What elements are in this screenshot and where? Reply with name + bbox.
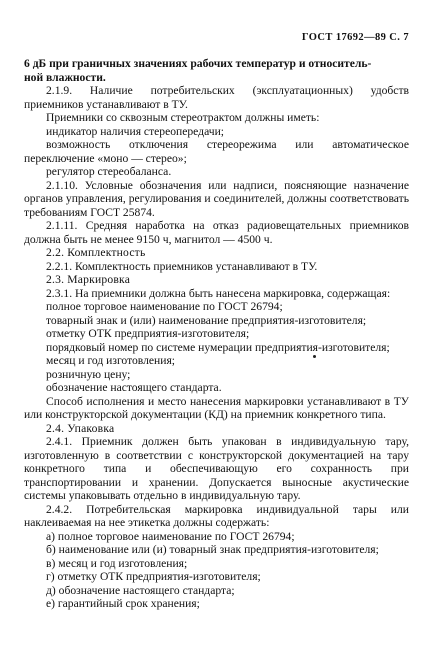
paragraph: 2.1.9. Наличие потребительских (эксплуатационных) удобств приемников устанавливают в ТУ. bbox=[24, 84, 409, 111]
paragraph: индикатор наличия стереопередачи; bbox=[46, 124, 225, 138]
paragraph: товарный знак и (или) наименование предприятия-изготовителя; bbox=[46, 313, 367, 327]
paragraph: регулятор стереобаланса. bbox=[46, 165, 172, 178]
paragraph: ной влажности. bbox=[24, 70, 106, 84]
paragraph: порядковый номер по системе нумерации предприятия-изготовителя; bbox=[46, 340, 390, 354]
paragraph: обозначение настоящего стандарта. bbox=[46, 381, 222, 394]
ink-dot bbox=[313, 355, 316, 358]
section-heading: 2.4. Упаковка bbox=[46, 421, 115, 435]
paragraph: 2.1.11. Средняя наработка на отказ радиовещательных приемников должна быть не менее 9150 ч, магнитол — 4500 ч. bbox=[24, 219, 409, 246]
paragraph: в) месяц и год изготовления; bbox=[46, 556, 188, 570]
paragraph: 2.2.1. Комплектность приемников устанавливают в ТУ. bbox=[46, 259, 318, 273]
paragraph: возможность отключения стереорежима или автоматическое переключение «моно — стерео»; bbox=[24, 138, 409, 165]
section-heading: 2.2. Комплектность bbox=[46, 246, 146, 259]
paragraph: отметку ОТК предприятия-изготовителя; bbox=[46, 327, 250, 340]
paragraph: е) гарантийный срок хранения; bbox=[46, 597, 200, 610]
page-header: ГОСТ 17692—89 С. 7 bbox=[301, 32, 409, 43]
document-body bbox=[24, 57, 409, 611]
paragraph: д) обозначение настоящего стандарта; bbox=[46, 583, 235, 597]
paragraph: 6 дБ при граничных значениях рабочих температур и относитель- bbox=[24, 57, 372, 70]
paragraph: 2.3.1. На приемники должна быть нанесена маркировка, содержащая: bbox=[46, 286, 391, 300]
paragraph: Приемники со сквозным стереотрактом должны иметь: bbox=[46, 111, 320, 124]
paragraph: 2.4.2. Потребительская маркировка индивидуальной тары или наклеиваемая на нее этикетка должны содержать: bbox=[24, 502, 409, 529]
paragraph: 2.1.10. Условные обозначения или надписи, поясняющие назначение органов управления, регулирования и соединителей, должны соответствовать требованиям ГОСТ 25874. bbox=[24, 178, 409, 219]
paragraph: месяц и год изготовления; bbox=[46, 354, 176, 367]
paragraph: а) полное торговое наименование по ГОСТ 26794; bbox=[46, 529, 295, 543]
paragraph: б) наименование или (и) товарный знак предприятия-изготовителя; bbox=[46, 543, 379, 556]
section-heading: 2.3. Маркировка bbox=[46, 273, 131, 286]
paragraph: г) отметку ОТК предприятия-изготовителя; bbox=[46, 570, 261, 583]
paragraph: розничную цену; bbox=[46, 367, 131, 381]
paragraph: полное торговое наименование по ГОСТ 26794; bbox=[46, 300, 283, 313]
paragraph: Способ исполнения и место нанесения маркировки устанавливают в ТУ или конструкторской документации (КД) на приемник конкретного типа. bbox=[24, 394, 409, 421]
paragraph: 2.4.1. Приемник должен быть упакован в индивидуальную тару, изготовленную в соответствии с конструкторской документацией на тару конкретного типа и обеспечивающую его сохранность при транспортировании и хранении. Допускается выносные акустические системы упаковывать отдельно в индивидуальную тару. bbox=[24, 435, 409, 502]
